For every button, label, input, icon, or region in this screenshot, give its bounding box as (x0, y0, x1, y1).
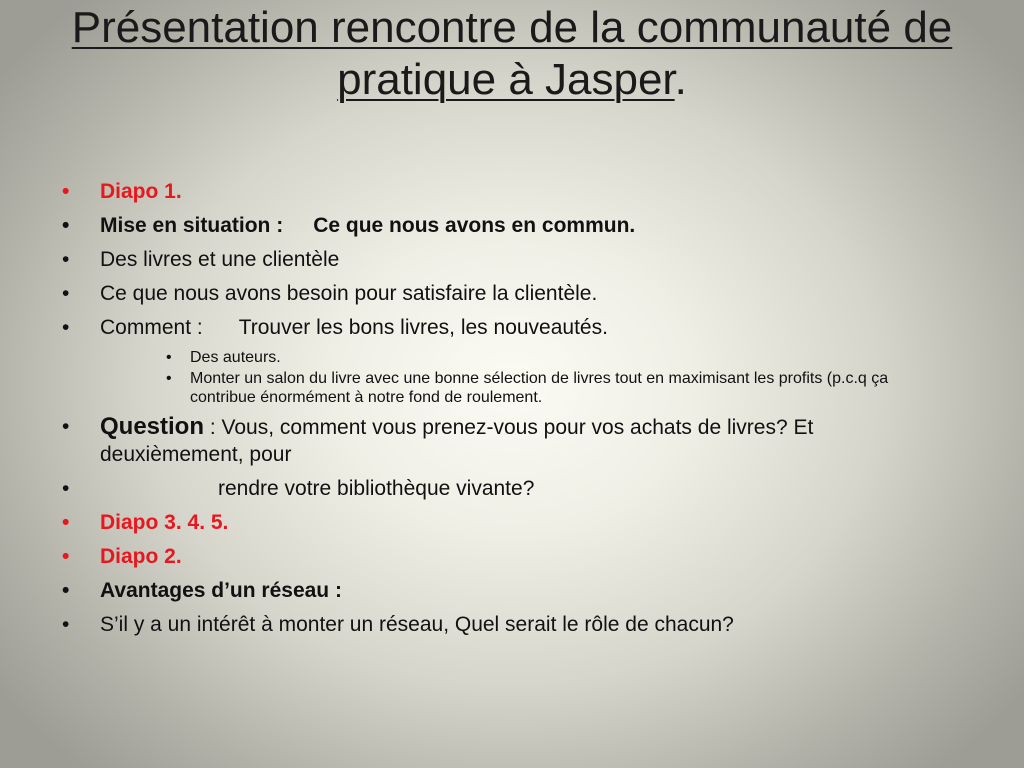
bullet-icon: • (62, 511, 70, 534)
bullet-mise-en-situation (60, 212, 960, 240)
bullet-icon: • (62, 316, 70, 339)
bullet-icon: • (62, 180, 70, 203)
bullet-text: Trouver les bons livres, les nouveautés. (238, 316, 608, 339)
question-text: : Vous, comment vous prenez-vous pour vos achats de livres? Et deuxièmement, pour (100, 416, 814, 466)
bullet-text: Ce que nous avons en commun. (313, 214, 636, 237)
bullet-avantages (60, 577, 960, 605)
slide-title-text: Présentation rencontre de la communauté de pratique à Jasper (71, 3, 953, 104)
bullet-interet (60, 611, 960, 639)
bullet-icon: • (62, 545, 70, 568)
bullet-icon: • (62, 282, 70, 305)
bullet-text: Ce que nous avons besoin pour satisfaire la clientèle. (100, 282, 598, 305)
bullet-icon: • (62, 579, 70, 602)
bullet-text: Avantages d’un réseau : (100, 579, 342, 602)
sub-bullet-text: Monter un salon du livre avec une bonne sélection de livres tout en maximisant les profits (p.c.q ça contribue énormément à notre fond de roulement. (190, 370, 889, 406)
bullet-text: Des livres et une clientèle (100, 248, 340, 271)
bullet-diapo-2 (60, 543, 960, 571)
bullet-icon: • (62, 613, 70, 636)
slide-title (40, 2, 984, 106)
bullet-text: S’il y a un intérêt à monter un réseau, Quel serait le rôle de chacun? (100, 613, 734, 636)
bullet-besoin (60, 280, 960, 308)
bullet-icon: • (62, 415, 70, 438)
bullet-diapo-1 (60, 178, 960, 206)
bullet-list (60, 178, 960, 645)
bullet-comment (60, 314, 960, 342)
bullet-diapo-345 (60, 509, 960, 537)
sub-bullet-text: Des auteurs. (190, 349, 281, 366)
bullet-text: Diapo 1. (100, 180, 182, 203)
bullet-label: Comment : (100, 316, 203, 339)
sub-bullet-icon: • (166, 349, 172, 366)
slide-title-period: . (674, 55, 687, 104)
sub-bullet-salon (60, 369, 910, 407)
bullet-icon: • (62, 248, 70, 271)
bullet-text: Diapo 3. 4. 5. (100, 511, 229, 534)
bullet-question (60, 413, 960, 468)
bullet-icon: • (62, 477, 70, 500)
sub-bullet-auteurs (60, 348, 910, 367)
bullet-rendre (60, 475, 960, 503)
bullet-livres (60, 246, 960, 274)
bullet-icon: • (62, 214, 70, 237)
bullet-label: Mise en situation : (100, 214, 284, 237)
sub-bullet-icon: • (166, 370, 172, 387)
bullet-text: Diapo 2. (100, 545, 182, 568)
question-word: Question (100, 413, 205, 440)
bullet-text: rendre votre bibliothèque vivante? (218, 477, 535, 500)
